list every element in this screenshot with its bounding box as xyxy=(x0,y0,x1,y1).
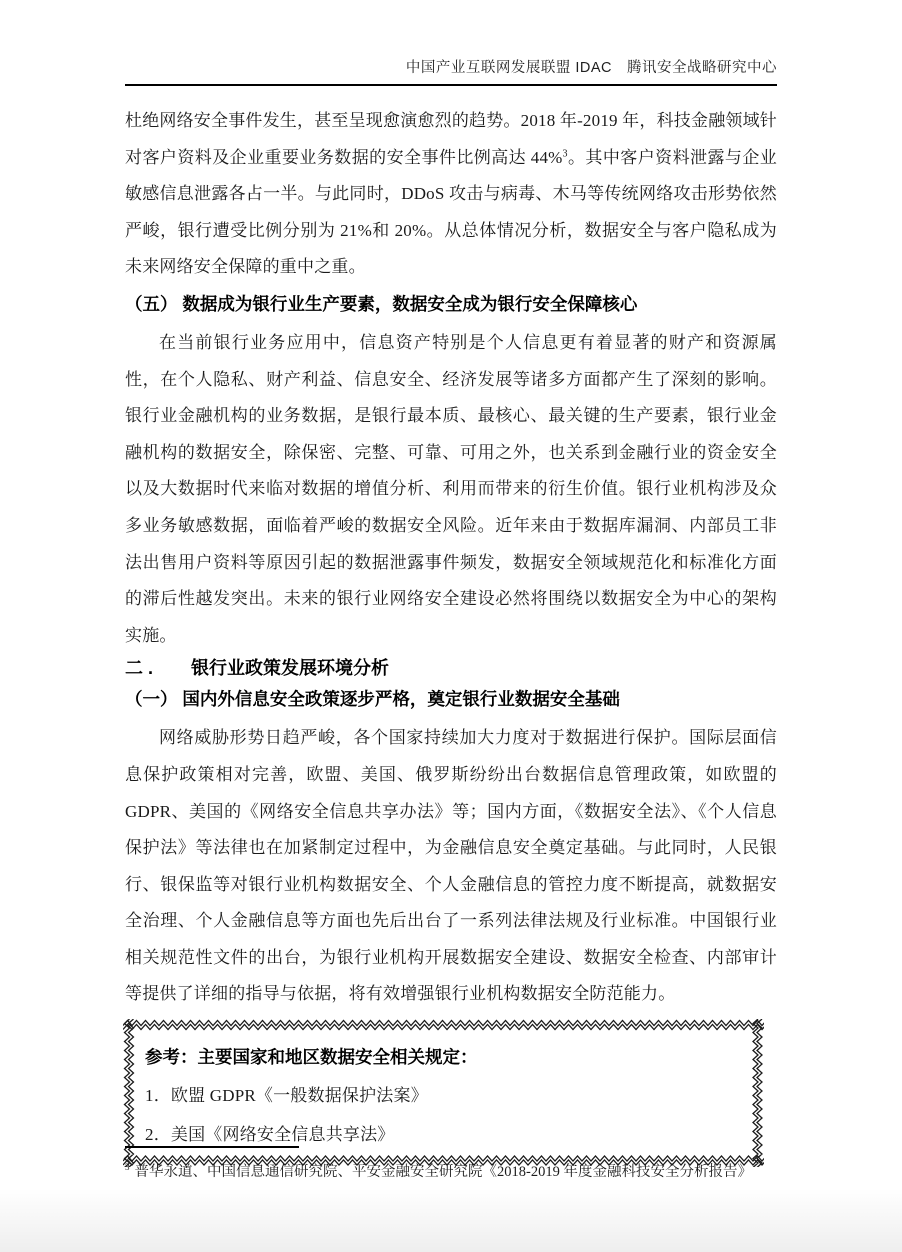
para1-text-before: 杜绝网络安全事件发生，甚至呈现愈演愈烈的趋势。2018 年-2019 年，科技金融领域针对客户资料及企业重要业务数据的安全事件比例高达 44% xyxy=(125,111,777,167)
zigzag-border xyxy=(123,1019,764,1167)
reference-item-cisa: 2．美国《网络安全信息共享法》 xyxy=(145,1125,395,1145)
footnote-text: 普华永道、中国信息通信研究院、平安金融安全研究院《2018-2019 年度金融科技安全分析报告》 xyxy=(134,1163,752,1180)
footnote xyxy=(125,1156,785,1183)
chapter-title: 银行业政策发展环境分析 xyxy=(191,658,390,679)
heading-chapter-two xyxy=(125,656,777,681)
heading-section-one: （一） 国内外信息安全政策逐步严格，奠定银行业数据安全基础 xyxy=(125,689,620,710)
document-body xyxy=(125,103,777,1167)
heading-section-five: （五） 数据成为银行业生产要素，数据安全成为银行安全保障核心 xyxy=(125,293,638,314)
chapter-number: 二 . xyxy=(125,658,154,679)
reference-box xyxy=(123,1019,764,1167)
paragraph-security-incidents xyxy=(125,103,777,286)
footnote-marker: 3 xyxy=(125,1162,130,1172)
reference-box-title: 参考：主要国家和地区数据安全相关规定： xyxy=(145,1047,478,1068)
footnote-ref-3: 3 xyxy=(562,147,568,159)
page-bottom-shadow xyxy=(0,1188,902,1252)
reference-item-gdpr: 1．欧盟 GDPR《一般数据保护法案》 xyxy=(145,1086,428,1106)
footnote-separator xyxy=(125,1146,299,1148)
header-rule xyxy=(125,84,777,86)
paragraph-policy-environment: 网络威胁形势日趋严峻，各个国家持续加大力度对于数据进行保护。国际层面信息保护政策相对完善，欧盟、美国、俄罗斯纷纷出台数据信息管理政策，如欧盟的 GDPR、美国的《网络安全信息共享办法》等；国内方面，《数据安全法》、《个人信息保护法》等法律也在加紧制定过程中，为金融信息安全奠定基础。与此同时，人民银行、银保监等对银行业机构数据安全、个人金融信息的管控力度不断提高，就数据安全治理、个人金融信息等方面也先后出台了一系列法律法规及行业标准。中国银行业相关规范性文件的出台，为银行业机构开展数据安全建设、数据安全检查、内部审计等提供了详细的指导与依据，将有效增强银行业机构数据安全防范能力。 xyxy=(125,728,777,1004)
para1-text-after: 。其中客户资料泄露与企业敏感信息泄露各占一半。与此同时，DDoS 攻击与病毒、木马等传统网络攻击形势依然严峻，银行遭受比例分别为 21%和 20%。从总体情况分析，数据安全与客户隐私成为未来网络安全保障的重中之重。 xyxy=(125,147,777,277)
paragraph-data-production-factor: 在当前银行业务应用中，信息资产特别是个人信息更有着显著的财产和资源属性，在个人隐私、财产利益、信息安全、经济发展等诸多方面都产生了深刻的影响。银行业金融机构的业务数据，是银行最本质、最核心、最关键的生产要素，银行业金融机构的数据安全，除保密、完整、可靠、可用之外，也关系到金融行业的资金安全以及大数据时代来临对数据的增值分析、利用而带来的衍生价值。银行业机构涉及众多业务敏感数据，面临着严峻的数据安全风险。近年来由于数据库漏洞、内部员工非法出售用户资料等原因引起的数据泄露事件频发，数据安全领域规范化和标准化方面的滞后性越发突出。未来的银行业网络安全建设必然将围绕以数据安全为中心的架构实施。 xyxy=(125,332,777,645)
page-header: 中国产业互联网发展联盟 IDAC 腾讯安全战略研究中心 xyxy=(405,60,777,76)
